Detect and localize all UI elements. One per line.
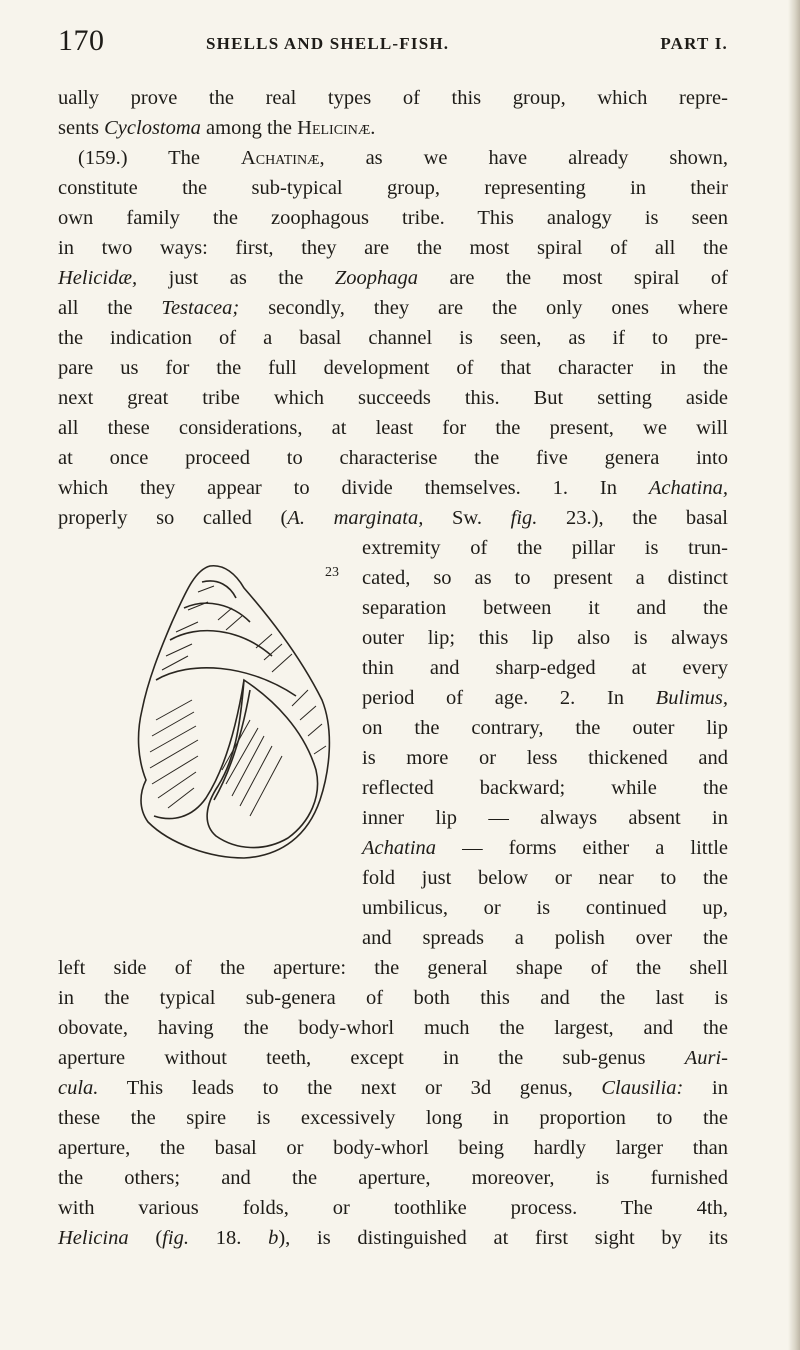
text-line: ually prove the real types of this group, which repre- xyxy=(58,87,728,109)
text-line: is more or less thickened and xyxy=(362,747,728,769)
text-line: aperture without teeth, except in the sub-genus Auri- xyxy=(58,1047,728,1069)
text-line: aperture, the basal or body-whorl being hardly larger than xyxy=(58,1137,728,1159)
text-line: outer lip; this lip also is always xyxy=(362,627,728,649)
text-line: which they appear to divide themselves. 1. In Achatina, xyxy=(58,477,728,499)
text-line: these the spire is excessively long in proportion to the xyxy=(58,1107,728,1129)
text-line: the indication of a basal channel is seen, as if to pre- xyxy=(58,327,728,349)
text-line: obovate, having the body-whorl much the largest, and the xyxy=(58,1017,728,1039)
running-title: SHELLS AND SHELL-FISH. xyxy=(206,34,450,53)
text-line: cated, so as to present a distinct xyxy=(362,567,728,589)
text-line: inner lip — always absent in xyxy=(362,807,728,829)
text-line: next great tribe which succeeds this. But setting aside xyxy=(58,387,728,409)
text-line: and spreads a polish over the xyxy=(362,927,728,949)
text-line: with various folds, or toothlike process. The 4th, xyxy=(58,1197,728,1219)
text-line: constitute the sub-typical group, representing in their xyxy=(58,177,728,199)
text-line: the others; and the aperture, moreover, is furnished xyxy=(58,1167,728,1189)
text-line: fold just below or near to the xyxy=(362,867,728,889)
text-line: in the typical sub-genera of both this and the last is xyxy=(58,987,728,1009)
text-line: sents Cyclostoma among the Helicinæ. xyxy=(58,117,376,139)
text-line: period of age. 2. In Bulimus, xyxy=(362,687,728,709)
text-line: own family the zoophagous tribe. This analogy is seen xyxy=(58,207,728,229)
text-line: extremity of the pillar is trun- xyxy=(362,537,728,559)
text-line: (159.) The Achatinæ, as we have already shown, xyxy=(78,147,729,169)
text-line: cula. This leads to the next or 3d genus, Clausilia: in xyxy=(58,1077,728,1099)
text-line: thin and sharp-edged at every xyxy=(362,657,728,679)
text-line: reflected backward; while the xyxy=(362,777,728,799)
text-line: in two ways: first, they are the most spiral of all the xyxy=(58,237,728,259)
text-line: left side of the aperture: the general shape of the shell xyxy=(58,957,728,979)
page-header xyxy=(58,24,728,64)
text-line: properly so called (A. marginata, Sw. fig. 23.), the basal xyxy=(58,507,729,529)
part-label: PART I. xyxy=(660,34,728,53)
text-line: on the contrary, the outer lip xyxy=(362,717,728,739)
figure-number: 23 xyxy=(325,565,339,580)
text-line: Helicidæ, just as the Zoophaga are the most spiral of xyxy=(58,267,728,289)
text-line: pare us for the full development of that character in the xyxy=(58,357,728,379)
page-number: 170 xyxy=(58,24,105,57)
page-edge-shadow xyxy=(788,0,800,1350)
text-line: separation between it and the xyxy=(362,597,728,619)
text-line: at once proceed to characterise the five genera into xyxy=(58,447,728,469)
text-line: all these considerations, at least for the present, we will xyxy=(58,417,728,439)
achatina-shell-illustration xyxy=(132,560,360,860)
text-line: Achatina — forms either a little xyxy=(362,837,728,859)
text-line: Helicina (fig. 18. b), is distinguished at first sight by its xyxy=(58,1227,729,1249)
text-line: umbilicus, or is continued up, xyxy=(362,897,728,919)
text-line: all the Testacea; secondly, they are the only ones where xyxy=(58,297,728,319)
